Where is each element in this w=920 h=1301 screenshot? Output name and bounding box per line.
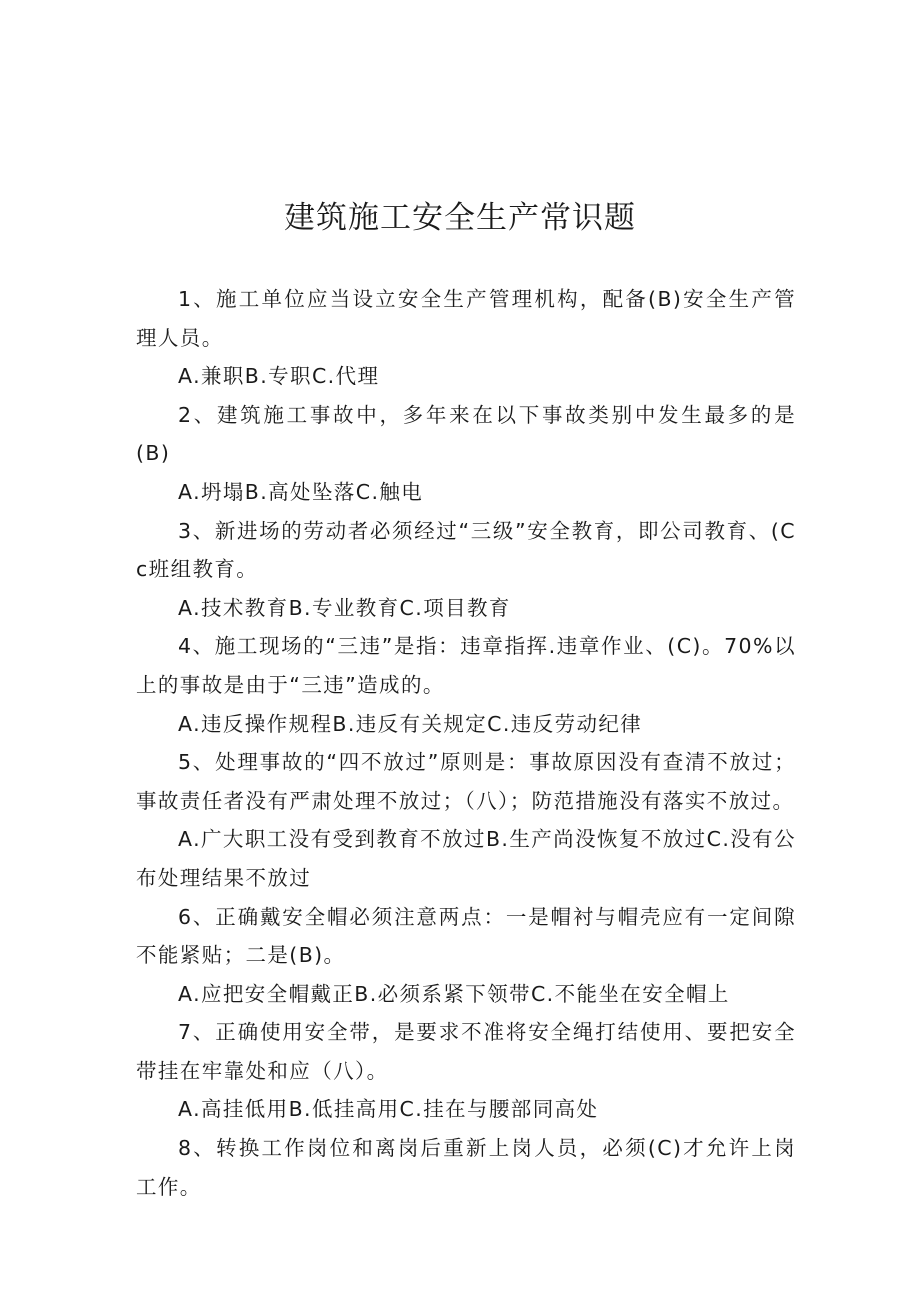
question-4-options: A.违反操作规程B.违反有关规定C.违反劳动纪律 [178,711,643,736]
question-5-options: A.广大职工没有受到教育不放过B.生产尚没恢复不放过C.没有公布处理结果不放过 [136,827,796,890]
question-6-options: A.应把安全帽戴正B.必须系紧下领带C.不能坐在安全帽上 [178,981,730,1006]
question-7-options: A.高挂低用B.低挂高用C.挂在与腰部同高处 [178,1097,599,1122]
question-5: 5、处理事故的“四不放过”原则是：事故原因没有查清不放过；事故责任者没有严肃处理不放过；（八）；防范措施没有落实不放过。 [136,750,796,813]
document-body [136,280,796,1206]
question-1-options: A.兼职B.专职C.代理 [178,364,380,389]
question-7: 7、正确使用安全带，是要求不准将安全绳打结使用、要把安全带挂在牢靠处和应（八）。 [136,1020,796,1083]
question-6: 6、正确戴安全帽必须注意两点：一是帽衬与帽壳应有一定间隙不能紧贴；二是(B)。 [136,904,796,968]
question-3: 3、新进场的劳动者必须经过“三级”安全教育，即公司教育、(Cc班组教育。 [136,518,796,582]
question-1: 1、施工单位应当设立安全生产管理机构，配备(B)安全生产管理人员。 [136,287,796,350]
question-8: 8、转换工作岗位和离岗后重新上岗人员，必须(C)才允许上岗工作。 [136,1136,796,1199]
question-2: 2、建筑施工事故中，多年来在以下事故类别中发生最多的是(B) [136,402,796,466]
question-3-options: A.技术教育B.专业教育C.项目教育 [178,595,511,620]
question-4: 4、施工现场的“三违”是指：违章指挥.违章作业、(C)。70%以上的事故是由于“三违”造成的。 [136,634,796,697]
question-2-options: A.坍塌B.高处坠落C.触电 [178,479,424,504]
document-title: 建筑施工安全生产常识题 [284,200,636,236]
